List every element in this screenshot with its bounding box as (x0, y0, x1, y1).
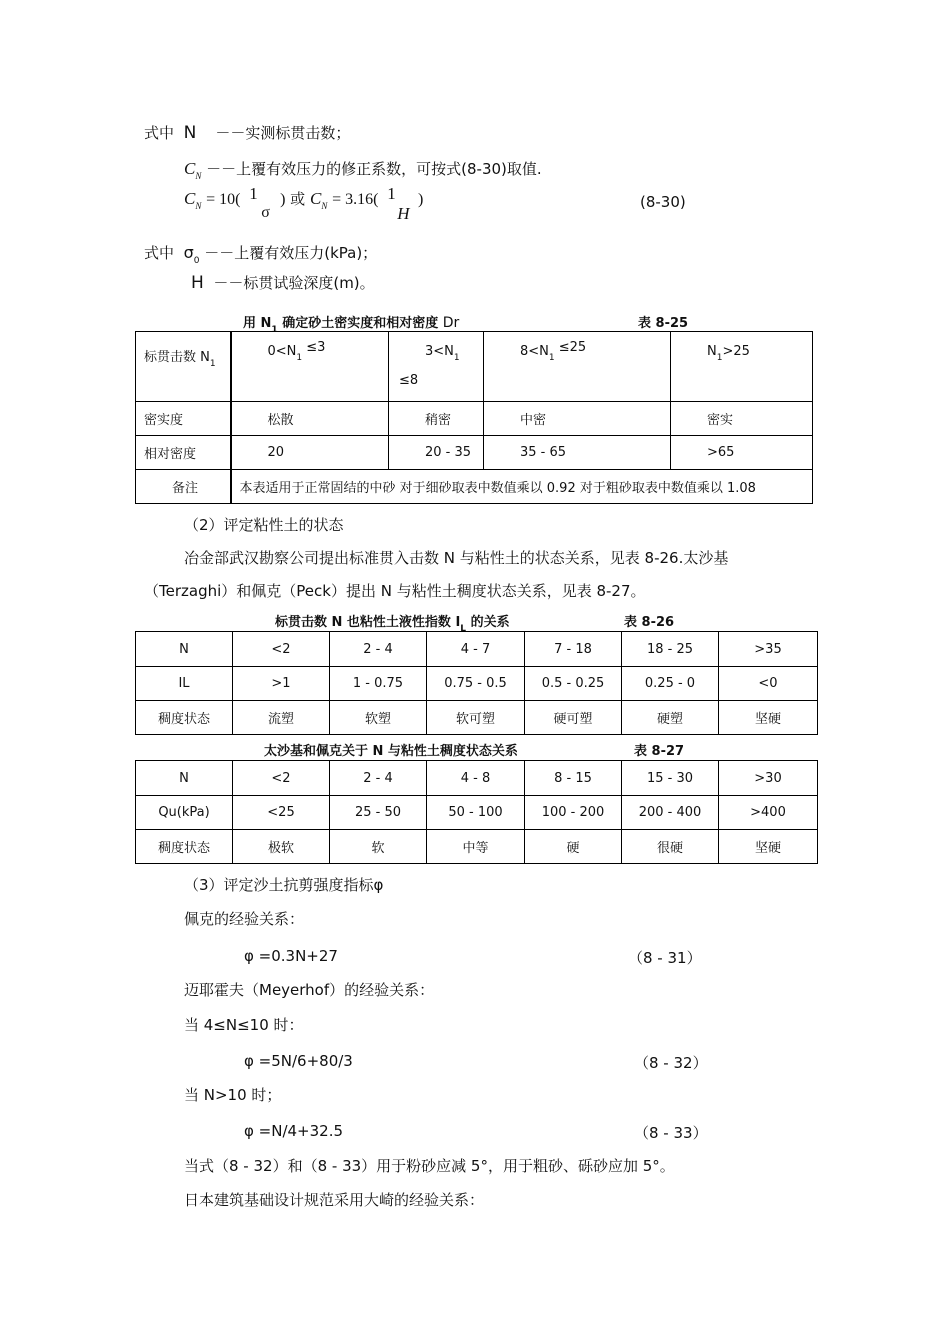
table-cell: 流塑 (233, 701, 330, 735)
table-cell: 很硬 (622, 830, 719, 864)
table-cell: 坚硬 (719, 830, 818, 864)
formula-8-33: φ =N/4+32.5 (244, 1122, 344, 1140)
formula-8-30-number: (8-30) (640, 193, 686, 211)
section-2-para-2: （Terzaghi）和佩克（Peck）提出 N 与粘性土稠度状态关系，见表 8-27。 (144, 582, 646, 600)
table-cell: 稍密 (389, 402, 484, 436)
note-text: 本表适用于正常固结的中砂 对于细砂取表中数值乘以 0.92 对于粗砂取表中数值乘以 1.08 (231, 470, 813, 504)
table-cell: 0.5 - 0.25 (525, 667, 622, 701)
def-n-line: 式中 N －－实测标贯击数； (144, 123, 351, 143)
def-cn-line: $C_N$ －－上覆有效压力的修正系数，可按式(8-30)取值. (184, 159, 542, 181)
table-8-25-number: 表 8-25 (638, 316, 689, 331)
table-cell: 7 - 18 (525, 632, 622, 667)
table-row (136, 796, 818, 830)
table-cell: 中等 (427, 830, 525, 864)
peck-relation: 佩克的经验关系： (184, 910, 305, 928)
table-cell: 中密 (484, 402, 671, 436)
table-8-26-number: 表 8-26 (624, 615, 675, 630)
table-cell: >65 (671, 436, 813, 470)
table-cell: 极软 (233, 830, 330, 864)
table-cell: 4 - 7 (427, 632, 525, 667)
formula-8-33-number: （8 - 33） (634, 1124, 708, 1142)
table-cell: 18 - 25 (622, 632, 719, 667)
header-blow-count: 标贯击数 $N_1$ (136, 332, 231, 402)
header-range-2: $3<N_1$ ≤8 (389, 332, 484, 402)
row-label: 相对密度 (136, 436, 231, 470)
row-label: Qu(kPa) (136, 796, 233, 830)
table-cell: 软塑 (330, 701, 427, 735)
table-cell: 100 - 200 (525, 796, 622, 830)
table-8-27-caption: 太沙基和佩克关于 N 与粘性土稠度状态关系 (264, 744, 518, 759)
table-8-26 (135, 631, 818, 735)
table-row (136, 402, 813, 436)
formula-8-32-number: （8 - 32） (634, 1054, 708, 1072)
table-8-25 (135, 331, 813, 504)
row-label: 稠度状态 (136, 701, 233, 735)
table-cell: 200 - 400 (622, 796, 719, 830)
table-cell: 坚硬 (719, 701, 818, 735)
table-cell: 硬塑 (622, 701, 719, 735)
table-row (136, 830, 818, 864)
table-cell: 20 - 35 (389, 436, 484, 470)
formula-8-31: φ =0.3N+27 (244, 947, 338, 965)
table-row (136, 667, 818, 701)
table-cell: 20 (231, 436, 389, 470)
header-range-1: $0<N_1 \le 3$ (231, 332, 389, 402)
row-label: N (136, 632, 233, 667)
table-cell: >400 (719, 796, 818, 830)
table-8-26-caption: 标贯击数 N 也粘性土液性指数 $I_L$ 的关系 (275, 615, 510, 634)
table-8-27 (135, 760, 818, 864)
section-3-heading: （3）评定沙土抗剪强度指标φ (184, 876, 384, 894)
table-row (136, 436, 813, 470)
table-cell: 50 - 100 (427, 796, 525, 830)
table-cell: 25 - 50 (330, 796, 427, 830)
condition-1: 当 4≤N≤10 时： (184, 1016, 304, 1034)
table-cell: 软 (330, 830, 427, 864)
def-sigma-line: 式中 $\sigma_0$ －－上覆有效压力(kPa)； (144, 243, 378, 266)
table-cell: >35 (719, 632, 818, 667)
table-cell: <2 (233, 632, 330, 667)
formula-8-30: $C_N = 10$( 1 σ ) 或 $C_N = 3.16$( 1 H ) (184, 184, 424, 223)
table-cell: 2 - 4 (330, 632, 427, 667)
table-cell: >1 (233, 667, 330, 701)
section-2-para-1: 冶金部武汉勘察公司提出标准贯入击数 N 与粘性土的状态关系，见表 8-26.太沙基 (184, 549, 729, 567)
table-cell: <2 (233, 761, 330, 796)
table-cell: 15 - 30 (622, 761, 719, 796)
table-row (136, 701, 818, 735)
def-h-line: H －－标贯试验深度(m)。 (191, 273, 375, 293)
table-row (136, 761, 818, 796)
section-2-heading: （2）评定粘性土的状态 (184, 516, 344, 534)
table-cell: 松散 (231, 402, 389, 436)
table-cell: 0.75 - 0.5 (427, 667, 525, 701)
table-cell: 2 - 4 (330, 761, 427, 796)
japan-code-relation: 日本建筑基础设计规范采用大崎的经验关系： (184, 1191, 485, 1209)
table-cell: 硬 (525, 830, 622, 864)
row-label: N (136, 761, 233, 796)
table-row (136, 470, 813, 504)
header-range-4: $N_1>25$ (671, 332, 813, 402)
formula-8-31-number: （8 - 31） (628, 949, 702, 967)
condition-2: 当 N>10 时； (184, 1086, 282, 1104)
formula-8-32: φ =5N/6+80/3 (244, 1052, 353, 1070)
table-8-27-number: 表 8-27 (634, 744, 685, 759)
row-label: 密实度 (136, 402, 231, 436)
table-cell: 软可塑 (427, 701, 525, 735)
row-label: IL (136, 667, 233, 701)
table-cell: <0 (719, 667, 818, 701)
table-cell: 8 - 15 (525, 761, 622, 796)
correction-note: 当式（8 - 32）和（8 - 33）用于粉砂应减 5°，用于粗砂、砾砂应加 5°。 (184, 1157, 675, 1175)
note-label: 备注 (136, 470, 231, 504)
table-8-25-caption: 用 $N_1$ 确定砂土密实度和相对密度 Dr (243, 315, 460, 335)
header-range-3: $8<N_1 \le 25$ (484, 332, 671, 402)
row-label: 稠度状态 (136, 830, 233, 864)
table-row (136, 632, 818, 667)
table-cell: 4 - 8 (427, 761, 525, 796)
table-cell: 35 - 65 (484, 436, 671, 470)
table-cell: 0.25 - 0 (622, 667, 719, 701)
meyerhof-relation: 迈耶霍夫（Meyerhof）的经验关系： (184, 981, 435, 999)
table-cell: <25 (233, 796, 330, 830)
table-cell: >30 (719, 761, 818, 796)
table-cell: 硬可塑 (525, 701, 622, 735)
table-cell: 密实 (671, 402, 813, 436)
table-cell: 1 - 0.75 (330, 667, 427, 701)
